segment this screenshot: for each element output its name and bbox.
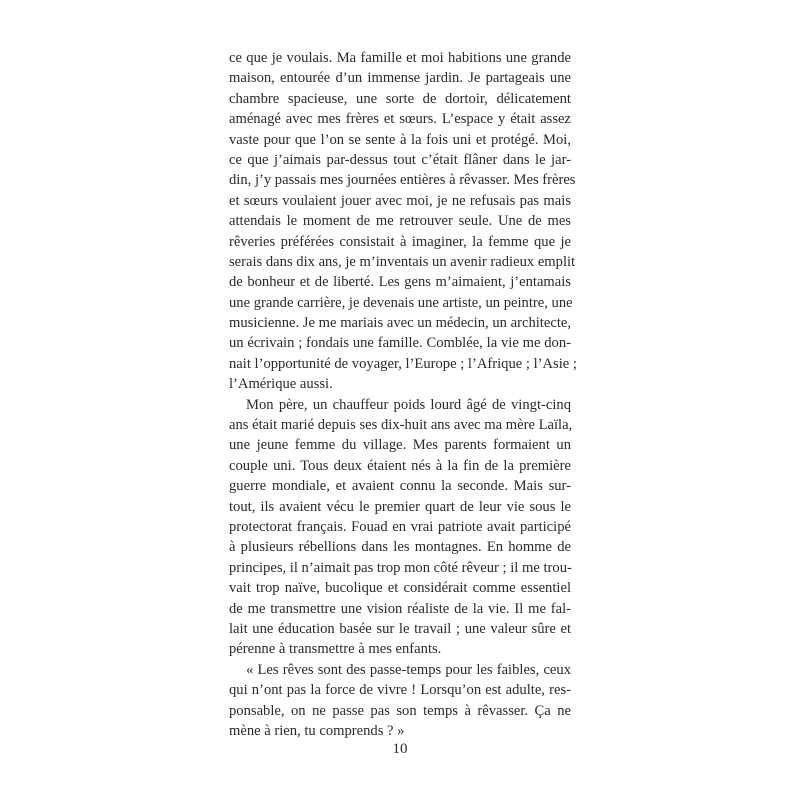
paragraph xyxy=(229,395,571,660)
text-line: din, j’y passais mes journées entières à rêvasser. Mes frères xyxy=(229,172,576,189)
text-line: ce que je voulais. Ma famille et moi habitions une grande xyxy=(229,50,571,66)
text-line: un écrivain ; fondais une famille. Comblée, la vie me don- xyxy=(229,335,571,352)
page-number: 10 xyxy=(392,741,408,757)
text-line: rêveries préférées consistait à imaginer, la femme que je xyxy=(229,233,571,250)
text-line: ce que j’aimais par-dessus tout c’était flâner dans le jar- xyxy=(229,151,571,168)
text-line: ponsable, on ne passe pas son temps à rêvasser. Ça ne xyxy=(229,702,571,719)
text-line: une grande carrière, je devenais une artiste, un peintre, une xyxy=(229,294,573,311)
text-line: de bonheur et de liberté. Les gens m’aimaient, j’entamais xyxy=(229,274,571,291)
text-line: qui n’ont pas la force de vivre ! Lorsqu’on est adulte, res- xyxy=(229,682,571,699)
text-line: aménagé avec mes frères et sœurs. L’espace y était assez xyxy=(229,111,571,128)
body-text xyxy=(229,48,577,741)
text-line: ans était marié depuis ses dix-huit ans avec ma mère Laïla, xyxy=(229,417,573,434)
text-line: mène à rien, tu comprends ? » xyxy=(229,722,405,739)
text-line: tout, ils avaient vécu le premier quart de leur vie sous le xyxy=(229,498,571,515)
text-line: vaste pour que l’on se sente à la fois uni et protégé. Moi, xyxy=(229,131,571,148)
text-line: musicienne. Je me mariais avec un médecin, un architecte, xyxy=(229,315,571,332)
text-line: de me transmettre une vision réaliste de la vie. Il me fal- xyxy=(229,600,571,617)
text-line: nait l’opportunité de voyager, l’Europe ; l’Afrique ; l’Asie ; xyxy=(229,355,577,372)
text-line: Mon père, un chauffeur poids lourd âgé de vingt-cinq xyxy=(246,396,571,413)
text-line: une jeune femme du village. Mes parents formaient un xyxy=(229,437,571,454)
text-line: protectorat français. Fouad en vrai patriote avait participé xyxy=(229,518,571,535)
paragraph xyxy=(229,660,571,742)
text-line: couple uni. Tous deux étaient nés à la fin de la première xyxy=(229,457,571,474)
text-line: l’Amérique aussi. xyxy=(229,376,333,393)
text-line: principes, il n’aimait pas trop mon côté rêveur ; il me trou- xyxy=(229,559,572,576)
text-line: lait une éducation basée sur le travail ; une valeur sûre et xyxy=(229,620,571,637)
text-line: maison, entourée d’un immense jardin. Je partageais une xyxy=(229,70,571,87)
text-line: attendais le moment de me retrouver seule. Une de mes xyxy=(229,213,571,230)
text-line: et sœurs voulaient jouer avec moi, je ne refusais pas mais xyxy=(229,192,571,209)
text-line: guerre mondiale, et avaient connu la seconde. Mais sur- xyxy=(229,478,571,495)
text-line: pérenne à transmettre à mes enfants. xyxy=(229,641,442,658)
text-line: « Les rêves sont des passe-temps pour les faibles, ceux xyxy=(246,661,571,678)
text-line: à plusieurs rébellions dans les montagnes. En homme de xyxy=(229,539,571,556)
text-line: vait trop naïve, bucolique et considérait comme essentiel xyxy=(229,580,571,597)
text-line: serais dans dix ans, je m’inventais un avenir radieux emplit xyxy=(229,253,576,270)
text-line: chambre spacieuse, une sorte de dortoir, délicatement xyxy=(229,90,571,107)
paragraph xyxy=(229,48,577,395)
